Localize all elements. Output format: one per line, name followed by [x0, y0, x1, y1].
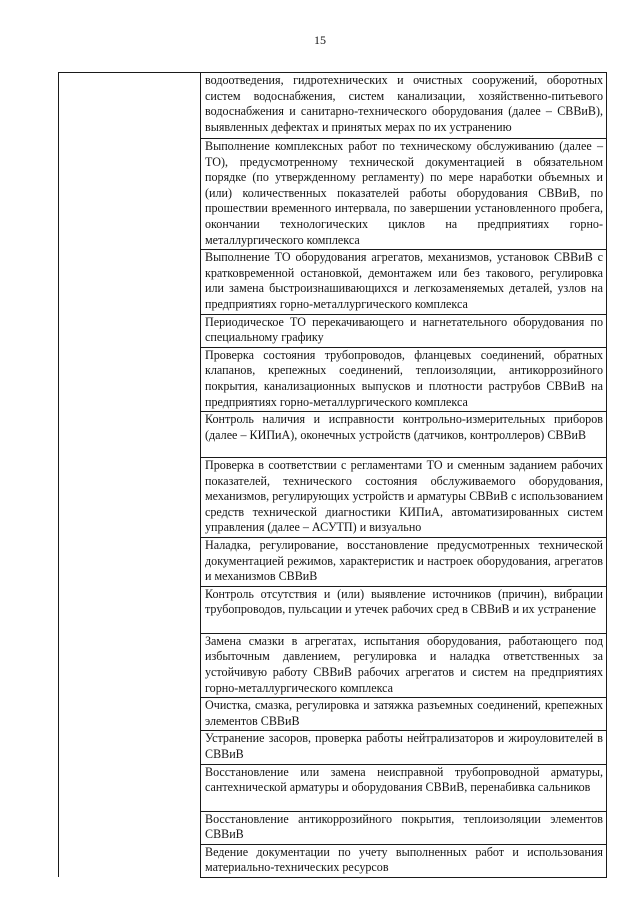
table-cell: Выполнение ТО оборудования агрегатов, механизмов, установок СВВиВ с кратковременной остановкой, демонтажем или без такового, регулировка или замена быстроизнашивающихся и легкозаменяемых деталей, узлов на предприятиях горно-металлургического комплекса — [201, 250, 607, 314]
table-cell: Контроль наличия и исправности контрольно-измерительных приборов (далее – КИПиА), оконечных устройств (датчиков, контроллеров) СВВиВ — [201, 412, 607, 458]
table-cell: Выполнение комплексных работ по техническому обслуживанию (далее – ТО), предусмотренному технической документацией в обязательном порядке (по утвержденному регламенту) по мере наработки объемных и (или) количественных показателей работы оборудования СВВиВ, по прошествии временного интервала, по завершении установленного пробега, окончании технологических циклов на предприятиях горно-металлургического комплекса — [201, 139, 607, 250]
left-column-cell — [59, 73, 201, 878]
table-cell: Восстановление или замена неисправной трубопроводной арматуры, сантехнической арматуры и оборудования СВВиВ, перенабивка сальников — [201, 764, 607, 811]
table-cell: водоотведения, гидротехнических и очистных сооружений, оборотных систем водоснабжения, систем канализации, хозяйственно-питьевого водоснабжения и санитарно-технического оборудования (далее – СВВиВ), выявленных дефектах и принятых мерах по их устранению — [201, 73, 607, 139]
table-cell: Очистка, смазка, регулировка и затяжка разъемных соединений, крепежных элементов СВВиВ — [201, 698, 607, 731]
table-cell: Контроль отсутствия и (или) выявление источников (причин), вибрации трубопроводов, пульсации и утечек рабочих сред в СВВиВ и их устранение — [201, 586, 607, 633]
table-cell: Периодическое ТО перекачивающего и нагнетательного оборудования по специальному графику — [201, 314, 607, 347]
table-row — [59, 73, 607, 139]
table-cell: Наладка, регулирование, восстановление предусмотренных технической документацией режимов, характеристик и настроек оборудования, агрегатов и механизмов СВВиВ — [201, 538, 607, 587]
table-cell: Замена смазки в агрегатах, испытания оборудования, работающего под избыточным давлением, регулировка и наладка ответственных за устойчивую работу СВВиВ рабочих агрегатов и систем на предприятиях горно-металлургического комплекса — [201, 633, 607, 697]
table-cell: Восстановление антикоррозийного покрытия, теплоизоляции элементов СВВиВ — [201, 811, 607, 844]
table-cell: Проверка в соответствии с регламентами ТО и сменным заданием рабочих показателей, технического состояния обслуживаемого оборудования, механизмов, регулирующих устройств и арматуры СВВиВ с использованием средств технической диагностики КИПиА, автоматизированных систем управления (далее – АСУТП) и визуально — [201, 458, 607, 538]
table-cell: Ведение документации по учету выполненных работ и использования материально-технических ресурсов — [201, 844, 607, 877]
table-cell: Проверка состояния трубопроводов, фланцевых соединений, обратных клапанов, крепежных соединений, теплоизоляции, антикоррозийного покрытия, канализационных выпусков и плотности раструбов СВВиВ на предприятиях горно-металлургического комплекса — [201, 347, 607, 411]
table-cell: Устранение засоров, проверка работы нейтрализаторов и жироуловителей в СВВиВ — [201, 731, 607, 764]
labor-functions-table — [58, 72, 607, 878]
page-number: 15 — [314, 33, 326, 47]
